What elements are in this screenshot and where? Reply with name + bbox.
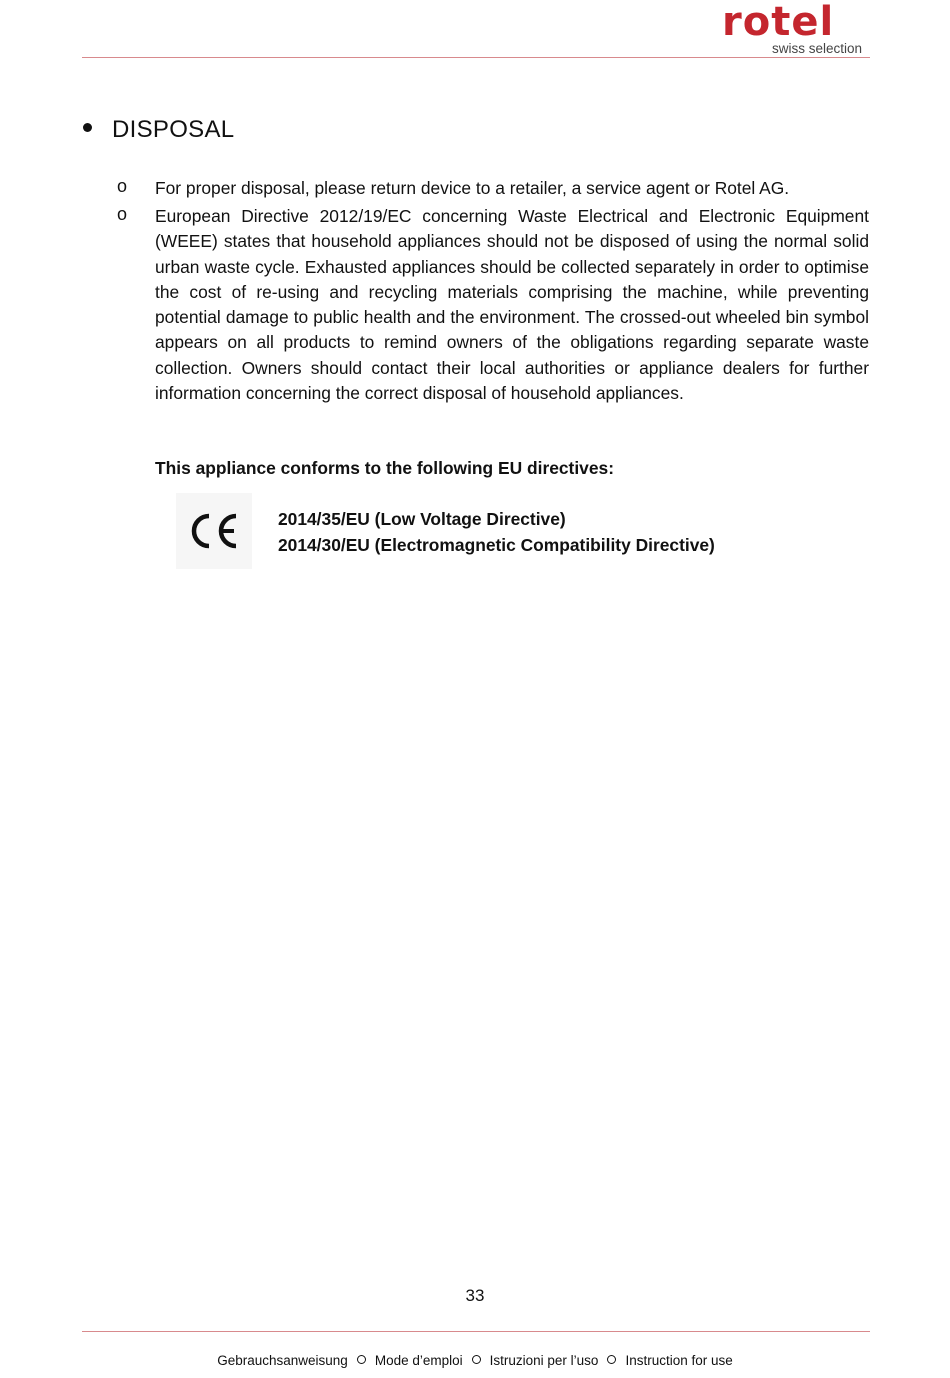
separator-circle-icon: [472, 1355, 481, 1364]
brand-logo: [722, 0, 870, 58]
header-divider: [82, 57, 870, 58]
footer-language-de: Gebrauchsanweisung: [217, 1353, 348, 1368]
footer-language-en: Instruction for use: [625, 1353, 733, 1368]
footer-language-fr: Mode d’emploi: [374, 1353, 463, 1368]
ce-mark-icon: [188, 511, 240, 551]
list-item: European Directive 2012/19/EC concerning Waste Electrical and Electronic Equipment (WEEE) states that household appliances should not be disposed of using the normal solid urban waste cycle. Exhausted appliances should be collected separately in order to optimise the cost of re-using and recycling materials comprising the machine, while preventing potential damage to public health and the environment. The crossed-out wheeled bin symbol appears on all products to remind owners of the obligations regarding separate waste collection. Owners should contact their local authorities or appliance dealers for further information concerning the correct disposal of household appliances.: [155, 206, 869, 404]
footer-language-it: Istruzioni per l’uso: [489, 1353, 599, 1368]
section-title: DISPOSAL: [112, 116, 235, 143]
ce-mark-icon: [176, 493, 252, 569]
list-item: For proper disposal, please return device to a retailer, a service agent or Rotel AG.: [155, 178, 790, 198]
logo-tagline: swiss selection: [772, 41, 863, 56]
bullet-icon: [83, 123, 92, 132]
footer-languages: [0, 1353, 950, 1368]
conformity-heading: This appliance conforms to the following EU directives:: [155, 458, 614, 478]
logo-wordmark: rotel: [722, 0, 835, 45]
page-number: 33: [465, 1286, 485, 1305]
directive-low-voltage: 2014/35/EU (Low Voltage Directive): [278, 509, 566, 529]
directive-emc: 2014/30/EU (Electromagnetic Compatibility Directive): [278, 535, 715, 555]
separator-circle-icon: [607, 1355, 616, 1364]
list-marker: o: [117, 176, 128, 196]
footer-divider: [82, 1331, 870, 1332]
separator-circle-icon: [357, 1355, 366, 1364]
list-marker: o: [117, 204, 128, 224]
